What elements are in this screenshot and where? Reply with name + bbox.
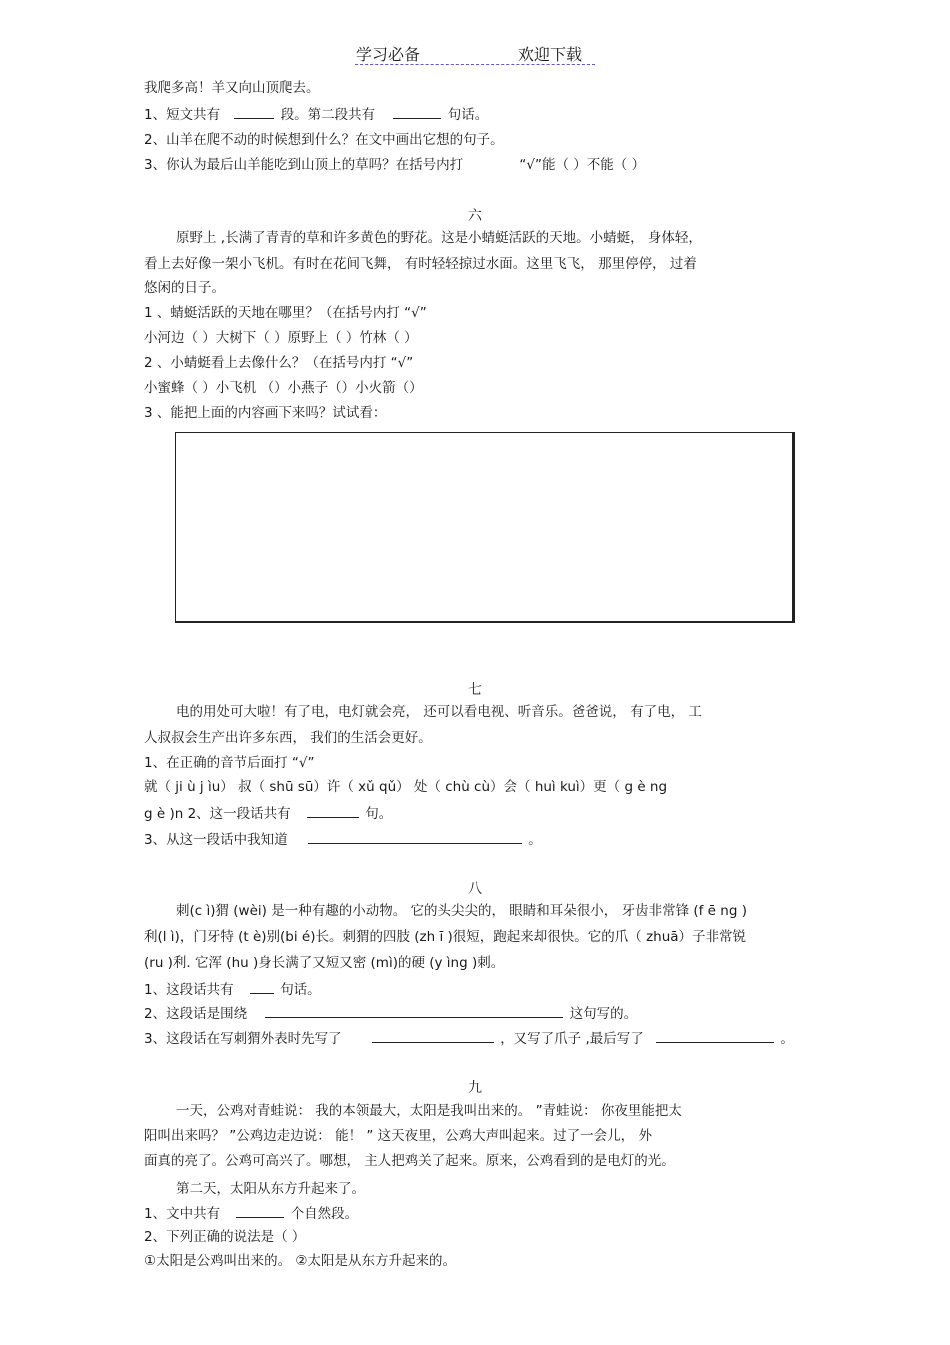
answer-blank[interactable]: [307, 804, 359, 818]
answer-blank[interactable]: [308, 830, 522, 844]
header-divider: [355, 64, 595, 65]
paragraph-line: 第二天，太阳从东方升起来了。: [176, 1181, 365, 1197]
question-2: [144, 1004, 637, 1023]
q3-text-a: 3、你认为最后山羊能吃到山顶上的草吗？在括号内打: [144, 157, 464, 173]
paragraph-line: 面真的亮了。公鸡可高兴了。哪想， 主人把鸡关了起来。原来，公鸡看到的是电灯的光。: [144, 1153, 675, 1169]
paragraph-line: 阳叫出来吗？ ”公鸡边走边说： 能！ ” 这天夜里，公鸡大声叫起来。过了一会儿， 外: [144, 1128, 652, 1144]
paragraph-line: 一天，公鸡对青蛙说： 我的本领最大，太阳是我叫出来的。 ”青蛙说： 你夜里能把太: [176, 1103, 682, 1119]
paragraph-line: 电的用处可大啦！有了电，电灯就会亮， 还可以看电视、听音乐。爸爸说， 有了电， 工: [176, 704, 702, 720]
section-title-6: 六: [468, 208, 482, 224]
question-2-options: ①太阳是公鸡叫出来的。 ②太阳是从东方升起来的。: [144, 1253, 456, 1269]
q2-text-b: 句。: [365, 806, 393, 822]
continued-text: 我爬多高！羊又向山顶爬去。: [144, 80, 320, 96]
section-title-9: 九: [468, 1080, 482, 1096]
question-3: [144, 830, 542, 849]
q2-text-a: 2、这段话是围绕: [144, 1006, 248, 1022]
q1-text-a: 1、这段话共有: [144, 982, 234, 998]
question-1: [144, 105, 488, 124]
question-1: [144, 1204, 358, 1223]
q3-text: 3、从这一段话中我知道: [144, 832, 288, 848]
q1-text-a: 1、短文共有: [144, 107, 221, 123]
question-2: 2、山羊在爬不动的时候想到什么？在文中画出它想的句子。: [144, 132, 504, 148]
question-1: 1、在正确的音节后面打 “√”: [144, 755, 315, 771]
question-2: [144, 804, 392, 823]
q3-text-b: ，又写了爪子 ,最后写了: [500, 1031, 644, 1047]
q3-text-b: “√”能（ ）不能（ ）: [519, 157, 646, 173]
drawing-box[interactable]: [175, 432, 795, 623]
question-2-options: 小蜜蜂（ ）小飞机 （）小燕子（）小火箭（）: [144, 380, 423, 396]
section-title-7: 七: [468, 682, 482, 698]
q1-text-b: 句话。: [280, 982, 321, 998]
paragraph-line: 刺(c ì)猬 (wèi) 是一种有趣的小动物。 它的头尖尖的， 眼睛和耳朵很小， 牙齿非常锋 (f ē ng ): [176, 903, 747, 919]
paragraph-line: 看上去好像一架小飞机。有时在花间飞舞， 有时轻轻掠过水面。这里飞飞， 那里停停， 过着: [144, 256, 697, 272]
q1-text-b: 段。第二段共有: [280, 107, 376, 123]
question-2: 2 、小蜻蜓看上去像什么？（在括号内打 “√”: [144, 355, 414, 371]
header-right: 欢迎下载: [518, 45, 583, 64]
answer-blank[interactable]: [656, 1029, 774, 1043]
paragraph-line: 利(l ì)，门牙特 (t è)别(bi é)长。刺猬的四肢 (zh ī )很短，跑起来却很快。它的爪（ zhuā）子非常锐: [144, 929, 747, 945]
q1-text-c: 句话。: [447, 107, 489, 123]
section-title-8: 八: [468, 881, 482, 897]
q3-end: 。: [528, 832, 542, 848]
paragraph-line: 人叔叔会生产出许多东西， 我们的生活会更好。: [144, 730, 432, 746]
question-1: 1 、蜻蜓活跃的天地在哪里？（在括号内打 “√”: [144, 305, 427, 321]
header-left: 学习必备: [356, 45, 421, 64]
answer-blank[interactable]: [393, 105, 441, 119]
q2-text-a: g è )n 2、这一段话共有: [144, 806, 291, 822]
paragraph-line: 悠闲的日子。: [144, 280, 225, 296]
answer-blank[interactable]: [250, 980, 274, 994]
paragraph-line: (ru )利. 它浑 (hu )身长满了又短又密 (mì)的硬 (y ìng )刺。: [144, 955, 505, 971]
answer-blank[interactable]: [234, 105, 274, 119]
q1-text-b: 个自然段。: [290, 1206, 359, 1222]
question-2: 2、下列正确的说法是（ ）: [144, 1229, 306, 1245]
answer-blank[interactable]: [236, 1204, 284, 1218]
pinyin-line: 就（ ji ù j ìu） 叔（ shū sū）许（ xǔ qǔ） 处（ chù cù）会（ huì kuì）更（ g è ng: [144, 779, 668, 795]
q2-text-b: 这句写的。: [569, 1006, 638, 1022]
question-3: [144, 156, 645, 174]
question-1: [144, 980, 321, 999]
q1-text-a: 1、文中共有: [144, 1206, 221, 1222]
question-3: [144, 1029, 794, 1048]
q3-text-a: 3、这段话在写刺猬外表时先写了: [144, 1031, 342, 1047]
answer-blank[interactable]: [265, 1004, 563, 1018]
q3-end: 。: [780, 1031, 794, 1047]
question-1-options: 小河边（ ）大树下（ ）原野上（ ）竹林（ ）: [144, 330, 418, 346]
question-3: 3 、能把上面的内容画下来吗？试试看：: [144, 405, 387, 421]
paragraph-line: 原野上 ,长满了青青的草和许多黄色的野花。这是小蜻蜓活跃的天地。小蜻蜓， 身体轻，: [176, 230, 702, 246]
answer-blank[interactable]: [372, 1029, 494, 1043]
